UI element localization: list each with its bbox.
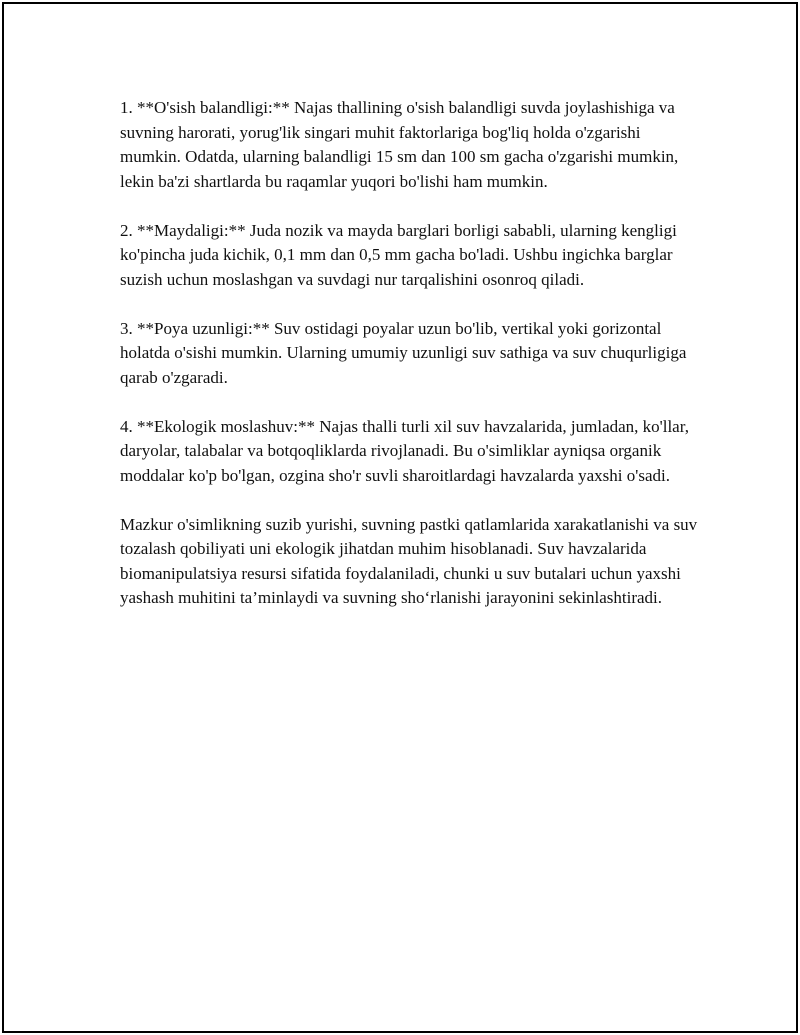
- paragraph-maydaligi: 2. **Maydaligi:** Juda nozik va mayda barglari borligi sababli, ularning kengligi ko'pincha juda kichik, 0,1 mm dan 0,5 mm gacha bo'ladi. Ushbu ingichka barglar suzish uchun moslashgan va suvdagi nur tarqalishini osonroq qiladi.: [120, 220, 677, 289]
- paragraph-poya-uzunligi: 3. **Poya uzunligi:** Suv ostidagi poyalar uzun bo'lib, vertikal yoki gorizontal holatda o'sishi mumkin. Ularning umumiy uzunligi suv sathiga va suv chuqurligiga qarab o'zgaradi.: [120, 318, 687, 387]
- document-body: [120, 96, 700, 635]
- paragraph-osish-balandligi: 1. **O'sish balandligi:** Najas thallining o'sish balandligi suvda joylashishiga va suvning harorati, yorug'lik singari muhit faktorlariga bog'liq holda o'zgarishi mumkin. Odatda, ularning balandligi 15 sm dan 100 sm gacha o'zgarishi mumkin, lekin ba'zi shartlarda bu raqamlar yuqori bo'lishi ham mumkin.: [120, 98, 679, 191]
- paragraph-conclusion: Mazkur o'simlikning suzib yurishi, suvning pastki qatlamlarida xarakatlanishi va suv tozalash qobiliyati uni ekologik jihatdan muhim hisoblanadi. Suv havzalarida biomanipulatsiya resursi sifatida foydalaniladi, chunki u suv butalari uchun yaxshi yashash muhitini ta’minlaydi va suvning sho‘rlanishi jarayonini sekinlashtiradi.: [120, 514, 698, 607]
- paragraph-ekologik-moslashuv: 4. **Ekologik moslashuv:** Najas thalli turli xil suv havzalarida, jumladan, ko'llar, daryolar, talabalar va botqoqliklarda rivojlanadi. Bu o'simliklar ayniqsa organik moddalar ko'p bo'lgan, ozgina sho'r suvli sharoitlardagi havzalarda yaxshi o'sadi.: [120, 416, 689, 485]
- document-page: [2, 2, 798, 1033]
